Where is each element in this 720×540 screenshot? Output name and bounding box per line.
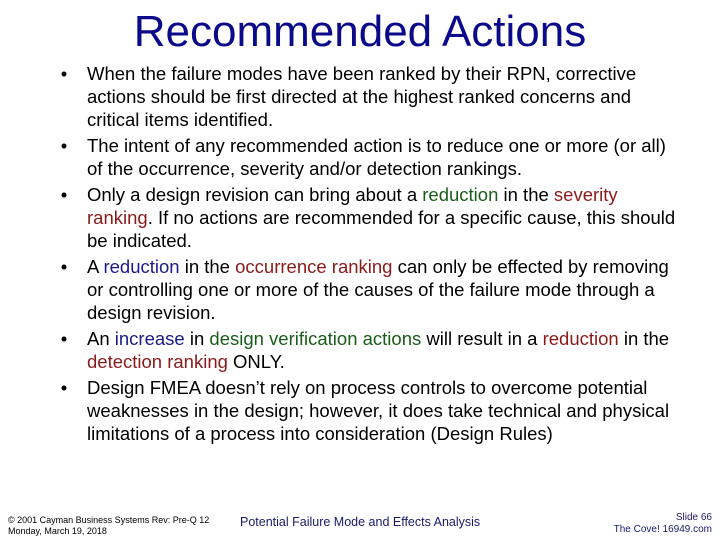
bullet-text: in the [618,328,670,349]
highlighted-term: reduction [422,184,499,205]
highlighted-term: severity ranking [87,184,618,228]
bullet-text: in the [498,184,554,205]
highlighted-term: detection ranking [87,351,228,372]
bullet-text: in the [179,256,236,277]
footer-date: Monday, March 19, 2018 [8,526,107,536]
highlighted-term: occurrence ranking [235,256,393,277]
bullet-text: A [87,256,104,277]
bullet-text: An [87,328,115,349]
bullet-marker: • [60,63,68,84]
bullet-marker: • [60,135,68,156]
bullet-text: in [184,328,210,349]
bullet-text: Only a design revision can bring about a [87,184,423,205]
footer-copyright-line: © 2001 Cayman Business Systems Rev: Pre-Q 12 [8,515,210,525]
highlighted-term: reduction [103,256,180,277]
bullet-text: will result in a [421,328,543,349]
bullet-item [0,255,720,324]
bullet-text: Design FMEA doesn’t rely on process controls to overcome potential weaknesses in the design; however, it does take technical and physical limitations of a process into consideration (Design Rules) [87,377,670,444]
highlighted-term: design verification actions [209,328,422,349]
bullet-marker: • [60,256,68,277]
footer-slide-info [614,512,712,536]
slide-title: Recommended Actions [133,7,587,56]
bullet-list [0,62,720,448]
bullet-item [0,327,720,373]
bullet-text: When the failure modes have been ranked by their RPN, corrective actions should be first directed at the highest ranked concerns and critical items identified. [87,63,637,130]
bullet-text: ONLY. [227,351,285,372]
bullet-marker: • [60,377,68,398]
footer-copyright [8,515,209,537]
highlighted-term: reduction [542,328,619,349]
footer-slide-number: Slide 66 [675,512,712,523]
bullet-marker: • [60,328,68,349]
bullet-text: The intent of any recommended action is to reduce one or more (or all) of the occurrence, severity and/or detection rankings. [87,135,666,179]
footer-website: The Cove! 16949.com [613,524,712,535]
bullet-item [0,376,720,445]
footer-presentation-title: Potential Failure Mode and Effects Analysis [240,515,481,529]
bullet-marker: • [60,184,68,205]
bullet-item [0,183,720,252]
bullet-item [0,62,720,131]
bullet-item [0,134,720,180]
bullet-text: can only be effected by removing or controlling one or more of the causes of the failure mode through a design revision. [87,256,669,323]
highlighted-term: increase [114,328,185,349]
bullet-text: . If no actions are recommended for a specific cause, this should be indicated. [87,207,676,251]
